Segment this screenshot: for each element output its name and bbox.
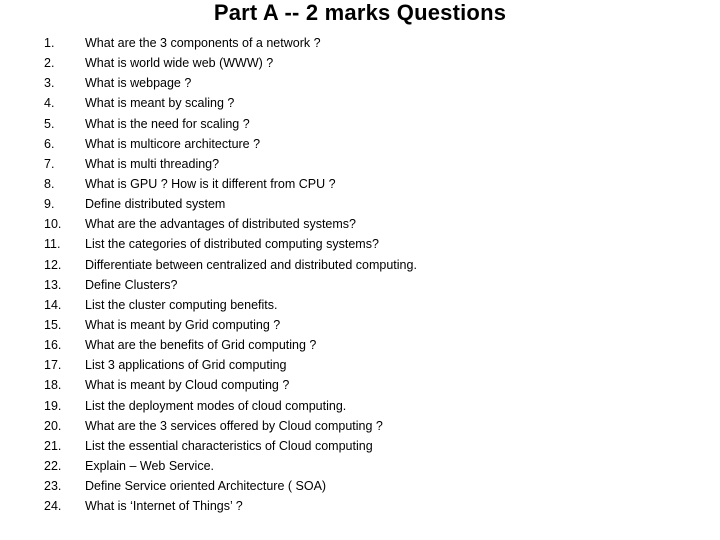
question-number: 9. bbox=[44, 197, 55, 212]
question-text: List 3 applications of Grid computing bbox=[85, 358, 287, 373]
question-text: What is ‘Internet of Things’ ? bbox=[85, 499, 243, 514]
question-item bbox=[0, 33, 720, 53]
question-text: List the deployment modes of cloud computing. bbox=[85, 398, 347, 413]
question-item bbox=[0, 134, 720, 154]
question-text: List the categories of distributed computing systems? bbox=[85, 237, 379, 252]
question-text: What are the benefits of Grid computing ? bbox=[85, 338, 317, 353]
question-item bbox=[0, 355, 720, 375]
question-text: What is webpage ? bbox=[85, 76, 192, 91]
question-number: 14. bbox=[44, 297, 62, 312]
question-number: 21. bbox=[44, 438, 62, 453]
question-item bbox=[0, 174, 720, 194]
question-item bbox=[0, 255, 720, 275]
question-item bbox=[0, 496, 720, 516]
question-number: 11. bbox=[44, 237, 61, 252]
question-item bbox=[0, 93, 720, 113]
question-item bbox=[0, 456, 720, 476]
page-title: Part A -- 2 marks Questions bbox=[213, 0, 507, 25]
question-text: Explain – Web Service. bbox=[85, 458, 214, 473]
question-item bbox=[0, 375, 720, 395]
question-text: What are the 3 components of a network ? bbox=[85, 36, 321, 50]
question-item bbox=[0, 275, 720, 295]
question-number: 22. bbox=[44, 458, 62, 473]
question-item bbox=[0, 436, 720, 456]
question-text: Define distributed system bbox=[85, 197, 226, 212]
question-number: 20. bbox=[44, 418, 62, 433]
question-number: 5. bbox=[44, 116, 55, 131]
question-list bbox=[0, 33, 720, 516]
question-number: 2. bbox=[44, 56, 55, 71]
question-item bbox=[0, 476, 720, 496]
question-text: List the cluster computing benefits. bbox=[85, 297, 278, 312]
question-item bbox=[0, 335, 720, 355]
question-number: 15. bbox=[44, 317, 62, 332]
question-number: 23. bbox=[44, 479, 62, 494]
question-number: 18. bbox=[44, 378, 62, 393]
question-text: What is the need for scaling ? bbox=[85, 116, 250, 131]
question-number: 24. bbox=[44, 499, 62, 514]
question-number: 8. bbox=[44, 176, 55, 191]
question-text: What are the 3 services offered by Cloud computing ? bbox=[85, 418, 383, 433]
question-item bbox=[0, 114, 720, 134]
question-text: What is world wide web (WWW) ? bbox=[85, 56, 274, 71]
question-item bbox=[0, 315, 720, 335]
question-text: List the essential characteristics of Cloud computing bbox=[85, 438, 373, 453]
question-item bbox=[0, 295, 720, 315]
question-text: Define Service oriented Architecture ( SOA) bbox=[85, 479, 327, 494]
question-text: What is meant by Grid computing ? bbox=[85, 317, 281, 332]
question-text: What is multicore architecture ? bbox=[85, 136, 261, 151]
question-text: What is meant by Cloud computing ? bbox=[85, 378, 290, 393]
question-number: 12. bbox=[44, 257, 62, 272]
question-item bbox=[0, 234, 720, 254]
question-item bbox=[0, 73, 720, 93]
question-text: What is GPU ? How is it different from CPU ? bbox=[85, 176, 336, 191]
question-text: What is meant by scaling ? bbox=[85, 96, 235, 111]
question-number: 17. bbox=[44, 358, 62, 373]
question-number: 1. bbox=[44, 36, 55, 50]
question-text: Define Clusters? bbox=[85, 277, 178, 292]
question-text: What are the advantages of distributed systems? bbox=[85, 217, 356, 232]
question-number: 3. bbox=[44, 76, 55, 91]
question-number: 7. bbox=[44, 156, 55, 171]
question-item bbox=[0, 396, 720, 416]
question-text: What is multi threading? bbox=[85, 156, 220, 171]
question-number: 4. bbox=[44, 96, 55, 111]
question-number: 6. bbox=[44, 136, 55, 151]
question-item bbox=[0, 214, 720, 234]
question-item bbox=[0, 154, 720, 174]
question-text: Differentiate between centralized and distributed computing. bbox=[85, 257, 417, 272]
question-item bbox=[0, 194, 720, 214]
question-number: 16. bbox=[44, 338, 62, 353]
question-number: 13. bbox=[44, 277, 62, 292]
question-number: 19. bbox=[44, 398, 62, 413]
question-item bbox=[0, 416, 720, 436]
question-item bbox=[0, 53, 720, 73]
question-number: 10. bbox=[44, 217, 62, 232]
